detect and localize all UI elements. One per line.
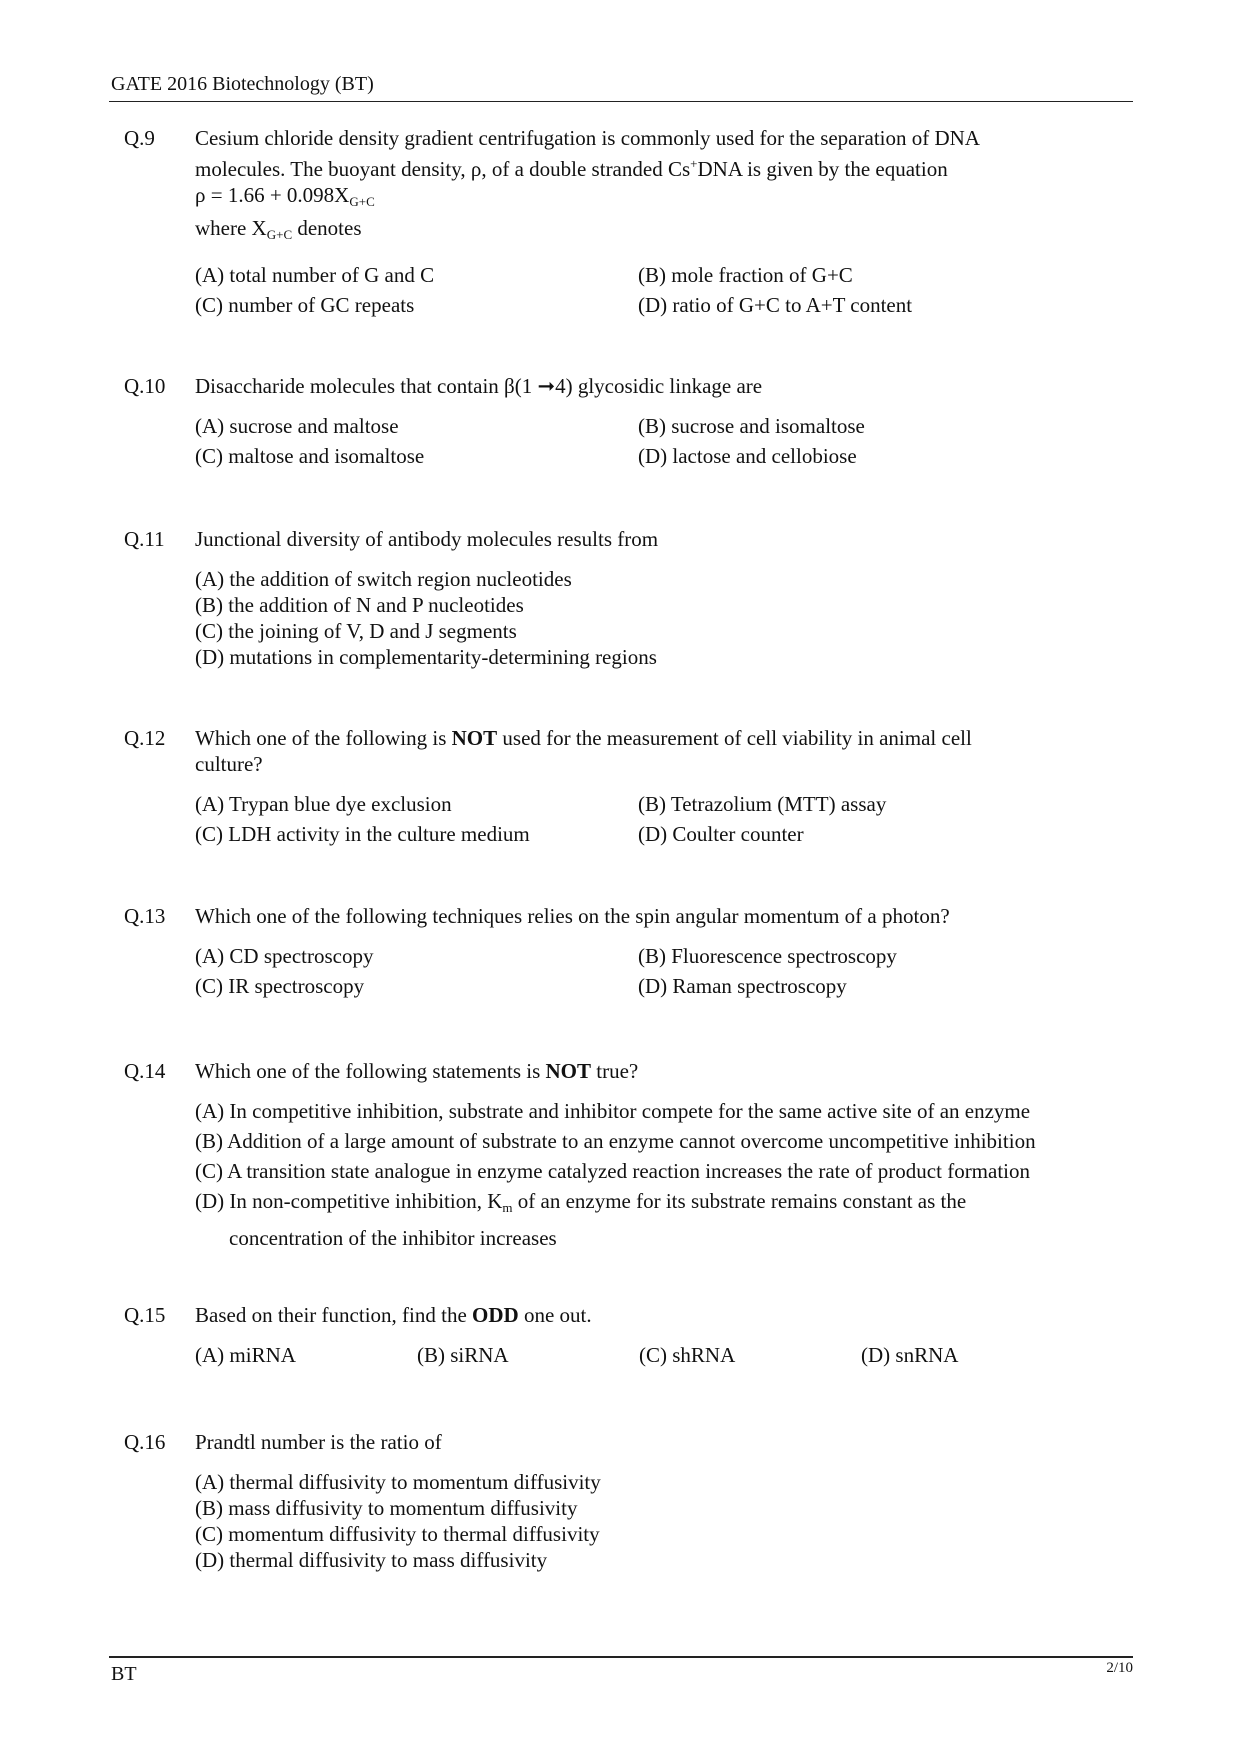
- option-b: (B) Tetrazolium (MTT) assay: [638, 792, 887, 816]
- options: [195, 943, 1134, 999]
- options: [195, 791, 1134, 847]
- option-b: (B) siRNA: [417, 1343, 509, 1367]
- question-text: Prandtl number is the ratio of: [195, 1430, 442, 1454]
- question-number: Q.16: [124, 1430, 166, 1454]
- option-a: (A) thermal diffusivity to momentum diffusivity: [195, 1470, 601, 1494]
- options: [195, 1469, 1134, 1573]
- arrow-icon: ➞: [537, 374, 556, 398]
- question-number: Q.13: [124, 904, 166, 928]
- option-d: (D) snRNA: [861, 1343, 959, 1367]
- options: [195, 1098, 1134, 1251]
- option-b: (B) mass diffusivity to momentum diffusivity: [195, 1496, 578, 1520]
- question-15: [124, 1302, 1134, 1368]
- question-number: Q.15: [124, 1303, 166, 1327]
- question-text: Based on their function, find the ODD one out.: [195, 1303, 592, 1327]
- page-number: 2/10: [1106, 1660, 1133, 1676]
- option-d: (D) Raman spectroscopy: [638, 974, 847, 998]
- option-b: (B) Addition of a large amount of substrate to an enzyme cannot overcome uncompetitive inhibition: [195, 1129, 1036, 1153]
- question-text: Which one of the following techniques relies on the spin angular momentum of a photon?: [195, 904, 950, 928]
- question-13: [124, 903, 1134, 999]
- option-b: (B) the addition of N and P nucleotides: [195, 593, 524, 617]
- option-d: (D) ratio of G+C to A+T content: [638, 293, 913, 317]
- options: [195, 566, 1134, 670]
- option-a: (A) CD spectroscopy: [195, 944, 374, 968]
- option-d-continued: concentration of the inhibitor increases: [229, 1226, 557, 1250]
- header-title: GATE 2016 Biotechnology (BT): [111, 73, 374, 95]
- question-text: Junctional diversity of antibody molecules results from: [195, 527, 659, 551]
- option-a: (A) total number of G and C: [195, 263, 435, 287]
- option-c: (C) LDH activity in the culture medium: [195, 822, 530, 846]
- question-9: [124, 125, 1134, 318]
- option-d: (D) Coulter counter: [638, 822, 804, 846]
- option-a: (A) In competitive inhibition, substrate and inhibitor compete for the same active site of an enzyme: [195, 1099, 1031, 1123]
- options: [195, 1342, 1134, 1368]
- option-c: (C) IR spectroscopy: [195, 974, 365, 998]
- question-11: [124, 526, 1134, 670]
- question-12: [124, 725, 1134, 847]
- option-b: (B) Fluorescence spectroscopy: [638, 944, 897, 968]
- question-text: Cesium chloride density gradient centrifugation is commonly used for the separation of DNA molecules. The buoyant density, ρ, of a double stranded Cs+DNA is given by the equation $\rho = 1.66 + 0.098X_{G+C}$ where $X_{G+C}$ denotes: [195, 125, 1134, 248]
- equation: $\rho = 1.66 + 0.098X_{G+C}$: [195, 183, 375, 209]
- question-text: Which one of the following statements is NOT true?: [195, 1059, 639, 1083]
- option-d: (D) thermal diffusivity to mass diffusivity: [195, 1548, 548, 1572]
- footer-divider: [109, 1656, 1133, 1658]
- question-number: Q.11: [124, 527, 165, 551]
- option-c: (C) momentum diffusivity to thermal diffusivity: [195, 1522, 600, 1546]
- option-b: (B) mole fraction of G+C: [638, 263, 853, 287]
- question-text: Disaccharide molecules that contain β(1 ➞4) glycosidic linkage are: [195, 374, 763, 398]
- option-c: (C) the joining of V, D and J segments: [195, 619, 517, 643]
- question-number: Q.9: [124, 126, 155, 150]
- option-c: (C) number of GC repeats: [195, 293, 415, 317]
- question-10: [124, 373, 1134, 469]
- question-16: [124, 1429, 1134, 1573]
- option-d: (D) In non-competitive inhibition, $K_m$ of an enzyme for its substrate remains constant as the: [195, 1189, 967, 1215]
- option-a: (A) sucrose and maltose: [195, 414, 399, 438]
- question-number: Q.10: [124, 374, 166, 398]
- option-d: (D) mutations in complementarity-determining regions: [195, 645, 657, 669]
- footer-paper-code: BT: [111, 1663, 137, 1685]
- question-number: Q.12: [124, 726, 166, 750]
- question-text: Which one of the following is NOT used for the measurement of cell viability in animal cell culture?: [195, 726, 972, 776]
- option-c: (C) shRNA: [639, 1343, 736, 1367]
- question-14: [124, 1058, 1134, 1255]
- question-number: Q.14: [124, 1059, 166, 1083]
- option-a: (A) Trypan blue dye exclusion: [195, 792, 452, 816]
- header-divider: [109, 101, 1133, 102]
- option-a: (A) the addition of switch region nucleotides: [195, 567, 572, 591]
- option-a: (A) miRNA: [195, 1343, 296, 1367]
- option-c: (C) maltose and isomaltose: [195, 444, 425, 468]
- option-c: (C) A transition state analogue in enzyme catalyzed reaction increases the rate of product formation: [195, 1159, 1031, 1183]
- option-d: (D) lactose and cellobiose: [638, 444, 857, 468]
- options: [195, 262, 1134, 318]
- option-b: (B) sucrose and isomaltose: [638, 414, 865, 438]
- options: [195, 413, 1134, 469]
